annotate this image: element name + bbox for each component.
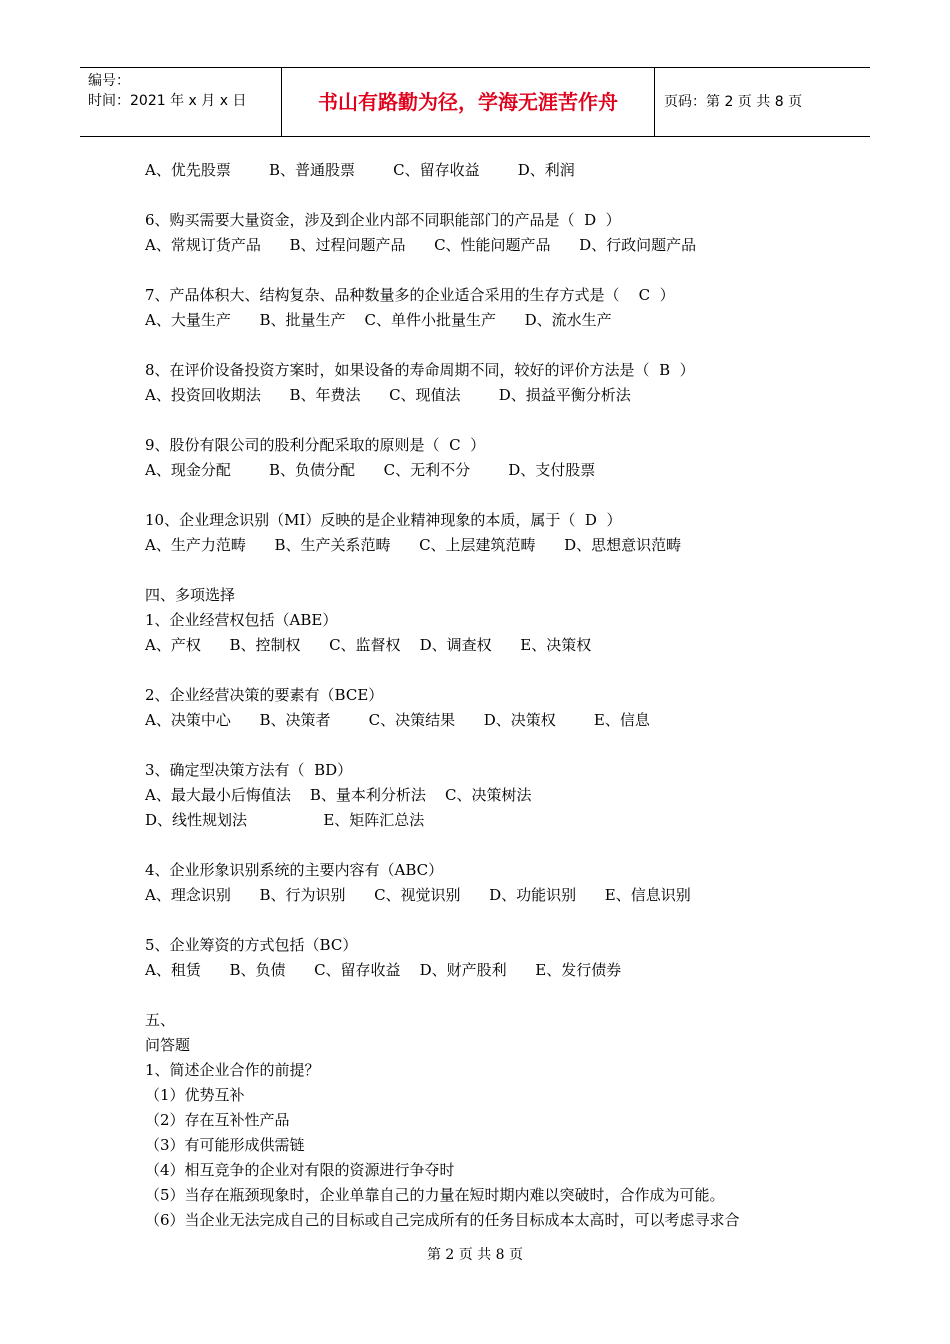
- blank-line: [145, 733, 865, 758]
- text-line: A、理念识别 B、行为识别 C、视觉识别 D、功能识别 E、信息识别: [145, 886, 691, 904]
- text-line: 五、: [145, 1011, 176, 1029]
- header-meta: [80, 68, 281, 136]
- text-line: D、线性规划法 E、矩阵汇总法: [145, 811, 425, 829]
- text-line: （4）相互竞争的企业对有限的资源进行争夺时: [145, 1161, 455, 1179]
- blank-line: [145, 658, 865, 683]
- text-line: （2）存在互补性产品: [145, 1111, 290, 1129]
- text-line: （1）优势互补: [145, 1086, 245, 1104]
- text-line: A、租赁 B、负债 C、留存收益 D、财产股利 E、发行债券: [145, 961, 622, 979]
- header-motto: 书山有路勤为径，学海无涯苦作舟: [281, 68, 655, 136]
- text-line: A、优先股票 B、普通股票 C、留存收益 D、利润: [145, 161, 575, 179]
- text-line: A、现金分配 B、负债分配 C、无利不分 D、支付股票: [145, 461, 596, 479]
- page-header: [80, 67, 870, 137]
- blank-line: [145, 833, 865, 858]
- text-line: （6）当企业无法完成自己的目标或自己完成所有的任务目标成本太高时，可以考虑寻求合: [145, 1211, 740, 1229]
- text-line: 10、企业理念识别（MI）反映的是企业精神现象的本质，属于（ D ）: [145, 511, 622, 529]
- text-line: 7、产品体积大、结构复杂、品种数量多的企业适合采用的生存方式是（ C ）: [145, 286, 675, 304]
- text-line: A、决策中心 B、决策者 C、决策结果 D、决策权 E、信息: [145, 711, 650, 729]
- text-line: （5）当存在瓶颈现象时，企业单靠自己的力量在短时期内难以突破时，合作成为可能。: [145, 1186, 725, 1204]
- text-line: 3、确定型决策方法有（ BD）: [145, 761, 353, 779]
- blank-line: [145, 983, 865, 1008]
- text-line: 8、在评价设备投资方案时，如果设备的寿命周期不同，较好的评价方法是（ B ）: [145, 361, 695, 379]
- text-line: 问答题: [145, 1036, 191, 1054]
- text-line: （3）有可能形成供需链: [145, 1136, 305, 1154]
- text-line: 1、企业经营权包括（ABE）: [145, 611, 338, 629]
- text-line: A、大量生产 B、批量生产 C、单件小批量生产 D、流水生产: [145, 311, 612, 329]
- text-line: A、投资回收期法 B、年费法 C、现值法 D、损益平衡分析法: [145, 386, 631, 404]
- text-line: 1、简述企业合作的前提？: [145, 1061, 320, 1079]
- blank-line: [145, 908, 865, 933]
- text-line: A、生产力范畴 B、生产关系范畴 C、上层建筑范畴 D、思想意识范畴: [145, 536, 682, 554]
- date-label: 时间：2021 年 x 月 x 日: [88, 93, 247, 109]
- page-footer: 第 2 页 共 8 页: [426, 1247, 524, 1263]
- text-line: 6、购买需要大量资金，涉及到企业内部不同职能部门的产品是（ D ）: [145, 211, 621, 229]
- text-line: 9、股份有限公司的股利分配采取的原则是（ C ）: [145, 436, 486, 454]
- blank-line: [145, 333, 865, 358]
- text-line: A、常规订货产品 B、过程问题产品 C、性能问题产品 D、行政问题产品: [145, 236, 697, 254]
- text-line: A、最大最小后悔值法 B、量本利分析法 C、决策树法: [145, 786, 532, 804]
- text-line: 四、多项选择: [145, 586, 236, 604]
- text-line: 5、企业筹资的方式包括（BC）: [145, 936, 358, 954]
- blank-line: [145, 558, 865, 583]
- text-line: A、产权 B、控制权 C、监督权 D、调查权 E、决策权: [145, 636, 592, 654]
- serial-label: 编号：: [88, 73, 130, 89]
- text-line: 4、企业形象识别系统的主要内容有（ABC）: [145, 861, 444, 879]
- document-body: [145, 158, 865, 1233]
- blank-line: [145, 483, 865, 508]
- text-line: 2、企业经营决策的要素有（BCE）: [145, 686, 384, 704]
- header-page-info: 页码：第 2 页 共 8 页: [664, 94, 803, 110]
- blank-line: [145, 408, 865, 433]
- blank-line: [145, 183, 865, 208]
- blank-line: [145, 258, 865, 283]
